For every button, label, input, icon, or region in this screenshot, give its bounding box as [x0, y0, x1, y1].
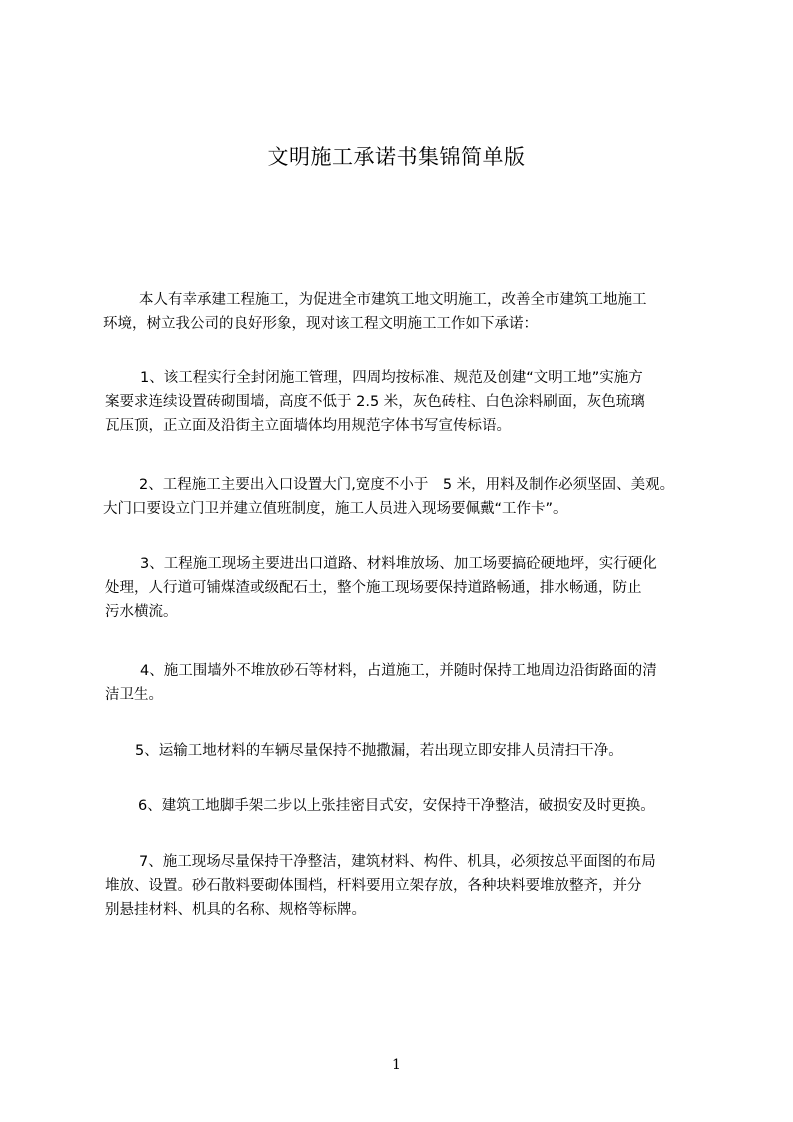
paragraph-item-2 — [103, 473, 728, 521]
paragraph-line: 6、建筑工地脚手架二步以上张挂密目式安，安保持干净整洁，破损安及时更换。 — [138, 798, 655, 814]
paragraph-line: 1、该工程实行全封闭施工管理，四周均按标准、规范及创建“文明工地”实施方 — [140, 370, 643, 386]
paragraph-line: 污水横流。 — [105, 604, 178, 620]
paragraph-intro — [103, 288, 728, 336]
paragraph-line: 5、运输工地材料的车辆尽量保持不抛撒漏，若出现立即安排人员清扫干净。 — [135, 743, 623, 759]
paragraph-line: 瓦压顶，正立面及沿街主立面墙体均用规范字体书写宣传标语。 — [105, 418, 511, 434]
paragraph-line: 别悬挂材料、机具的名称、规格等标牌。 — [105, 902, 366, 918]
paragraph-line: 案要求连续设置砖砌围墙，高度不低于 2.5 米，灰色砖柱、白色涂料刷面，灰色琉璃 — [105, 394, 645, 410]
paragraph-line: 堆放、设置。砂石散料要砌体围档，杆料要用立架存放，各种块料要堆放整齐，并分 — [105, 878, 642, 894]
paragraph-item-6 — [103, 794, 728, 818]
paragraph-line: 洁卫生。 — [105, 687, 163, 703]
paragraph-line: 本人有幸承建工程施工，为促进全市建筑工地文明施工，改善全市建筑工地施工 — [139, 292, 647, 308]
page-number: 1 — [392, 1057, 401, 1073]
paragraph-line: 3、工程施工现场主要进出口道路、材料堆放场、加工场要搞砼硬地坪，实行硬化 — [140, 556, 657, 572]
paragraph-item-3 — [103, 552, 728, 624]
paragraph-line: 2、工程施工主要出入口设置大门,宽度不小于 5 米，用料及制作必须坚固、美观。 — [139, 477, 675, 493]
paragraph-line: 环境，树立我公司的良好形象，现对该工程文明施工工作如下承诺： — [103, 316, 538, 332]
paragraph-line: 7、施工现场尽量保持干净整洁，建筑材料、构件、机具，必须按总平面图的布局 — [139, 854, 656, 870]
page-title: 文明施工承诺书集锦简单版 — [267, 145, 526, 169]
paragraph-line: 大门口要设立门卫并建立值班制度，施工人员进入现场要佩戴“工作卡”。 — [103, 501, 568, 517]
paragraph-item-5 — [103, 739, 728, 763]
paragraph-item-1 — [103, 366, 728, 438]
paragraph-item-7 — [103, 850, 728, 922]
paragraph-item-4 — [103, 659, 728, 707]
paragraph-line: 处理，人行道可铺煤渣或级配石土，整个施工现场要保持道路畅通，排水畅通，防止 — [105, 580, 642, 596]
paragraph-line: 4、施工围墙外不堆放砂石等材料，占道施工，并随时保持工地周边沿街路面的清 — [140, 663, 657, 679]
